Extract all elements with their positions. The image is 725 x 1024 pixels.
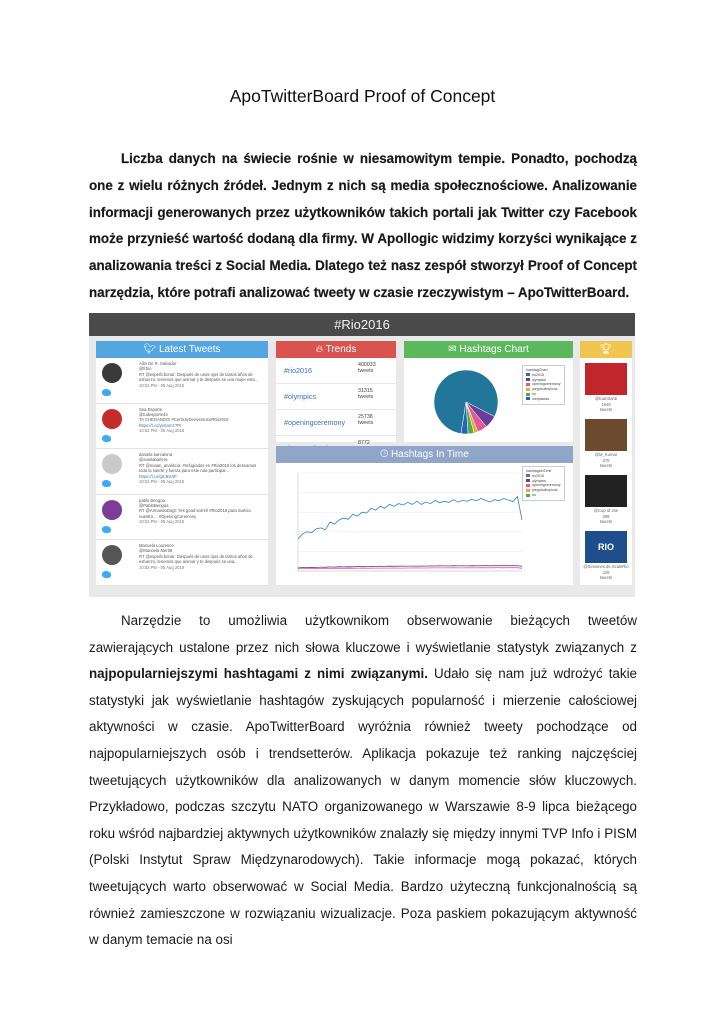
ranking-panel [580,341,632,585]
tweet-author: Sea Esporte [139,406,163,412]
ranking-count: 1946 [601,401,611,407]
hashtags-chart-panel [404,341,573,442]
retweet-icon[interactable] [102,435,111,442]
legend-swatch [526,373,530,376]
user-avatar [585,419,627,451]
legend-swatch [526,479,530,482]
latest-tweets-panel [96,341,268,585]
legend-label: juegosolimpicos [532,387,558,392]
ranking-item[interactable] [580,531,632,581]
tweet-handle: @frbio [139,366,152,372]
legend-swatch [526,378,530,381]
ranking-count: 308 [602,513,610,519]
tweet-handle: @anielabarlera [139,457,168,463]
body-paragraph [89,608,637,954]
fire-icon: 🔥︎ [315,344,326,355]
tweet-link[interactable]: https://t.co/grt.Bvt4P [139,473,177,479]
tweet-text: TA CHEGANDO! #CertoJeDeAventura#Rio2016 [139,417,229,423]
ranking-handle: @Sesiones.de.ScaleRio [583,564,629,569]
avatar [102,363,122,383]
tweet-item[interactable] [96,540,268,586]
legend-label: rio [532,391,536,396]
tweet-body [139,361,259,388]
tweet-author: Ailin De R. Salvador [139,361,177,366]
tweet-item[interactable] [96,358,268,404]
trend-hashtag[interactable]: #olympics [284,392,316,401]
dashboard-header: #Rio2016 [89,313,635,336]
tweet-author: daniela barcalona [139,452,173,457]
tweet-handle: @tudesporte44 [139,411,168,417]
dashboard-screenshot [89,313,635,597]
trend-count [358,362,380,374]
tweet-item[interactable] [96,404,268,450]
avatar [102,409,122,429]
legend-swatch [526,397,530,400]
ranking-handle: @tuanSanti [595,396,617,401]
ranking-unit: tweets [599,463,613,469]
tweet-list [96,358,268,586]
clock-icon: 🕒︎ [380,449,391,460]
trend-count-value: 400033 [358,362,376,368]
legend-title: hashtagsInTime [526,469,552,473]
ranking-item[interactable] [580,363,632,413]
ranking-unit: tweets [599,407,613,413]
trend-row[interactable] [276,358,396,384]
legend-entry [526,493,561,498]
tweet-time: 10:53 PM - 05 Aug 2016 [139,382,185,388]
tweet-time: 10:53 PM - 05 Aug 2016 [139,428,185,434]
body-text-part1: Narzędzie to umożliwia użytkownikom obserwowanie bieżących tweetów zawierających ustalone przez nich słowa kluczowe i wyświetlanie statystyk związanych z [89,613,637,655]
ranking-handle: @Cup of Joe [593,508,619,513]
user-avatar [585,475,627,507]
tweet-author: Manuela Lourence [139,543,174,548]
tweet-body [139,452,259,484]
tweet-text: RT @esperb.bonar: Después de unos ojos de tantos años de esfuerzo, tenemos que animar y te después se una... [139,553,253,565]
tweet-author: pablo Bengoa [139,497,165,503]
legend-swatch [526,388,530,391]
avatar [102,545,122,565]
intro-paragraph: Liczba danych na świecie rośnie w niesamowitym tempie. Ponadto, pochodzą one z wielu różnych źródeł. Jednym z nich są media społecznościowe. Analizowanie informacji generowanych przez użytkowników takich portali jak Twitter czy Facebook może przynieść wartość dodaną dla firmy. W Apollogic widzimy korzyści wynikające z analizowania treści z Social Media. Dlatego też nasz zespół stworzył Proof of Concept narzędzia, które potrafi analizować tweety w czasie rzeczywistym – ApoTwitterBoard. [89,151,637,300]
user-avatar [585,363,627,395]
legend-label: rio2016 [532,372,544,377]
trend-count-unit: tweets [358,368,374,374]
trend-hashtag[interactable]: #rio2016 [284,366,312,375]
legend-label: openingceremony [532,483,561,488]
avatar [102,454,122,474]
envelope-icon: ✉ [448,344,460,355]
tweet-text: RT @ArmandoDogt: Yes good sorrel! #Rio2016 para Suécia nuestra ... #OpeningCeremony [139,508,251,519]
avatar [102,500,122,520]
trend-row[interactable] [276,410,396,436]
tweet-time: 10:53 PM - 05 Aug 2016 [139,564,185,570]
tweet-link[interactable]: https://t.co/yeSom1?PI [139,422,182,428]
legend-label: juegosolimpicos [532,488,558,493]
twitter-bird-icon: 🐦︎ [143,344,159,355]
ranking-header [580,341,632,358]
retweet-icon[interactable] [102,389,111,396]
retweet-icon[interactable] [102,526,111,533]
trend-count-value: 25738 [358,414,373,420]
document-title: ApoTwitterBoard Proof of Concept [229,86,496,106]
body-highlight: najpopularniejszymi hashtagami z nimi związanymi. [89,666,428,682]
ranking-unit: tweets [599,575,613,581]
hashtags-in-time-panel [276,446,573,585]
ranking-unit: tweets [599,519,613,525]
ranking-handle: @M_Kumar [594,452,618,457]
tweet-time: 10:53 PM - 05 Aug 2016 [139,479,185,485]
trend-count-value: 8772 [358,440,370,446]
legend-swatch [526,494,530,497]
legend-swatch [526,489,530,492]
trend-count-unit: tweets [358,420,374,426]
legend-label: olympics [532,377,546,382]
legend-entry [526,397,561,402]
trends-panel [276,341,396,446]
tweet-handle: @Manoela Mer08 [139,548,173,554]
tweet-text: RT @esperb.bonar: Después de unos ojos de tantos años de esfuerzo, tenemos que animar y te después se una mujer esto... [139,371,259,383]
latest-tweets-header: 🐦︎ Latest Tweets [96,341,268,358]
legend-label: olimpiadas [532,396,550,401]
tweet-item[interactable] [96,449,268,495]
ranking-count: 375 [602,457,610,463]
legend-swatch [526,474,530,477]
tweet-text: RT @noaan_analiscia: #refugiados en #Rio2016 los deseamos toda la suerte y fuerza para este ruta participar... [139,462,257,474]
time-legend [522,466,565,501]
tweet-body [139,543,259,570]
legend-title: hashtagChart [526,368,548,372]
trend-count-value: 31315 [358,388,373,394]
legend-label: openingceremony [532,382,561,387]
rio-logo-avatar: RIO [585,531,627,563]
legend-swatch [526,383,530,386]
ranking-count: 229 [602,569,610,575]
pie-legend [522,365,565,405]
body-text-part2: Udało się nam już wdrożyć takie statystyki jak wyświetlanie hashtagów zyskujących popularność i mierzenie całościowej aktywności w czasie. ApoTwitterBoard wyróżnia również tweety pochodzące od najpopularniejszych osób i trendsetterów. Aplikacja pokazuje też ranking najczęściej tweetujących użytkowników dla analizowanych w danym momencie słów kluczowych. Przykładowo, podczas szczytu NATO organizowanego w Warszawie 8-9 lipca bieżącego roku wśród najbardziej aktywnych użytkowników znalazły się między innymi TVP Info i PISM (Polski Instytut Spraw Międzynarodowych). Takie informacje mogą pokazać, których tweetujących warto obserwować w Social Media. Bardzo użyteczną funkcjonalnością są również zamieszczone w rozwiązaniu wizualizacje. Poza paskiem pokazującym aktywność w danym temacie na osi [89,666,637,948]
hashtags-in-time-header: 🕒︎ Hashtags In Time [276,446,573,463]
legend-label: olympics [532,478,546,483]
legend-swatch [526,393,530,396]
trend-count [358,388,380,400]
trend-hashtag[interactable]: #openingceremony [284,418,346,427]
trophy-icon: 🏆︎ [599,344,613,355]
ranking-item[interactable] [580,419,632,469]
trend-count-unit: tweets [358,394,374,400]
trend-count [358,414,380,426]
tweet-item[interactable] [96,495,268,541]
tweet-body [139,498,259,525]
legend-label: rio [532,492,536,497]
legend-label: rio2016 [532,473,544,478]
trends-header: 🔥︎ Trends [276,341,396,358]
legend-swatch [526,484,530,487]
tweet-handle: @PabloBengoa [139,502,169,508]
retweet-icon[interactable] [102,480,111,487]
tweet-time: 10:53 PM - 05 Aug 2016 [139,519,185,525]
trend-row[interactable] [276,384,396,410]
hashtags-chart-header: ✉ Hashtags Chart [404,341,573,358]
ranking-item[interactable] [580,475,632,525]
series-line-openingceremony [298,568,522,569]
retweet-icon[interactable] [102,571,111,578]
series-line-rio2016 [298,497,522,539]
tweet-body [139,407,259,434]
